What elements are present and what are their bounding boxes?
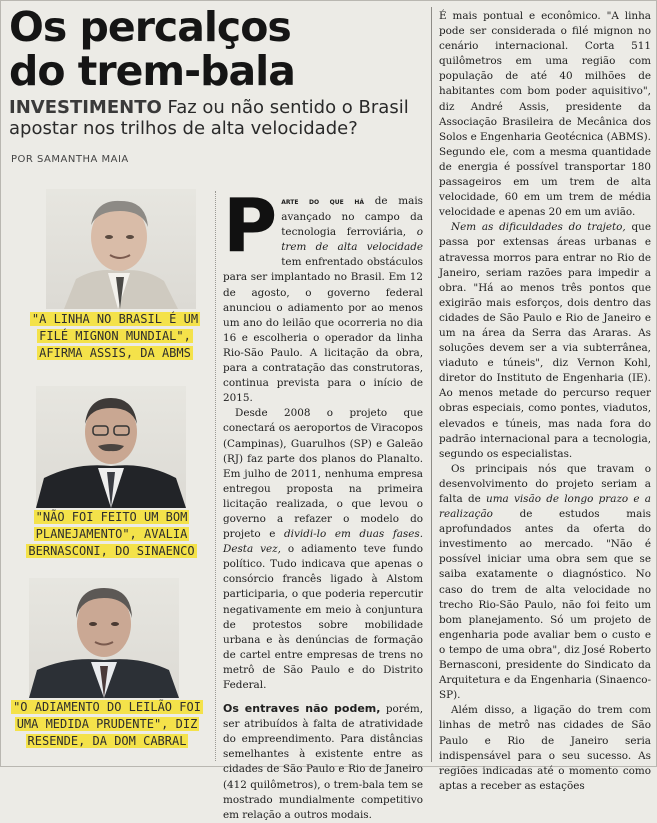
- article-paragraph-7: Além disso, a ligação do trem com linhas de metrô nas cidades de São Paulo e Rio de Janeiro seria indispensável para o seu sucesso. As regiões indicadas até o momento como aptas a receber as estações: [439, 704, 651, 792]
- portrait-assis: [46, 189, 196, 309]
- article-paragraph-3: [223, 701, 423, 823]
- pull-quote-2-text: "NÃO FOI FEITO UM BOM PLANEJAMENTO", AVALIA BERNASCONI, DO SINAENCO: [28, 510, 195, 558]
- portrait-bernasconi: [36, 386, 186, 508]
- paragraph-2-part-a: Desde 2008 o projeto que conectará os aeroportos de Viracopos (Campinas), Guarulhos (SP) e Galeão (RJ) faz parte dos planos do Planalto. Em julho de 2011, nenhuma empresa entregou proposta na primeira licitação realizada, o que levou o governo a refazer o modelo do projeto e: [223, 407, 423, 541]
- section-subhead: Os entraves não podem,: [223, 702, 381, 716]
- article-column-2: [439, 9, 651, 794]
- paragraph-1-emphasis: o trem de alta velocidade: [281, 226, 423, 254]
- headline-line-1: Os percalços: [9, 3, 291, 51]
- headline: [9, 5, 429, 93]
- lead-smallcaps: arte do que há: [281, 197, 364, 207]
- drop-cap: P: [223, 183, 278, 269]
- article-paragraph-4: É mais pontual e econômico. "A linha pode ser considerada o filé mignon no cenário internacional. Corta 511 quilômetros em uma região com população de até 40 milhões de habitantes com bom poder aquisitivo", diz André Assis, presidente da Associação Brasileira de Mecânica dos Solos e Engenharia Geotécnica (ABMS). Segundo ele, com a mesma quantidade de energia é possível transportar 180 passageiros em um trem de alta velocidade, 60 em um trem de média velocidade e apenas 20 em um avião.: [439, 10, 651, 219]
- pull-quote-3: [7, 699, 207, 750]
- paragraph-1-part-b: tem enfrentado obstáculos para ser implantado no Brasil. Em 12 de agosto, o governo federal anunciou o adiamento por ao menos um ano do leilão que ocorreria no dia 16 e escolheria o operador da linha Rio-São Paulo. A licitação da obra, para a contratação das construtoras, continua prevista para o início de 2015.: [223, 256, 423, 405]
- byline: POR SAMANTHA MAIA: [11, 154, 129, 165]
- paragraph-5-body: que passa por extensas áreas urbanas e atravessa morros para entrar no Rio de Janeiro, seriam razões para impedir a obra. "Há ao menos três pontos que exigirão mais esforços, dois dentro das cidades de São Paulo e Rio de Janeiro e um na área da Serra das Araras. As soluções devem ser a via subterrânea, viaduto e túneis", diz Vernon Kohl, diretor do Instituto de Engenharia (IE). Ao menos metade do percurso requer obras especiais, como pontes, viadutos, elevados e túneis, mas nada fora do padrão internacional para a tecnologia, segundo os especialistas.: [439, 221, 652, 460]
- paragraph-1-part-a: de mais avançado no campo da tecnologia ferroviária,: [281, 195, 423, 239]
- portrait-bernasconi-image: [36, 386, 186, 508]
- article-paragraph-1: [223, 183, 423, 406]
- portrait-resende: [29, 578, 179, 698]
- portrait-assis-image: [46, 189, 196, 309]
- article-column-1: [223, 183, 424, 823]
- pull-quote-3-text: "O ADIAMENTO DO LEILÃO FOI UMA MEDIDA PRUDENTE", DIZ RESENDE, DA DOM CABRAL: [13, 700, 201, 748]
- pull-quote-1-text: "A LINHA NO BRASIL É UM FILÉ MIGNON MUNDIAL", AFIRMA ASSIS, DA ABMS: [31, 312, 199, 360]
- paragraph-2-part-b: o adiamento teve fundo político. Tudo indicava que apenas o consórcio francês ligado à Alstom participaria, o que poderia repercutir negativamente em meio à conjuntura de protestos sobre mobilidade urbana e às denúncias de formação de cartel entre empresas de trens no metrô de São Paulo e do Distrito Federal.: [223, 543, 423, 691]
- paragraph-6-emphasis: uma visão de longo prazo e a realização: [439, 493, 652, 521]
- paragraph-6-part-b: de estudos mais aprofundados antes da oferta do investimento ao mercado. "Não é possível iniciar uma obra sem que se saiba exatamente o diagnóstico. No caso do trem de alta velocidade no trecho Rio-São Paulo, não foi feito um bom planejamento. Só um projeto de engenharia pode avaliar bem o custo e o tempo de uma obra", diz José Roberto Bernasconi, presidente do Sindicato da Arquitetura e da Engenharia (Sinaenco-SP).: [439, 508, 651, 702]
- paragraph-5-emphasis: Nem as dificuldades do trajeto,: [451, 221, 626, 234]
- paragraph-2-emphasis: dividi-lo em duas fases. Desta vez,: [223, 528, 424, 556]
- deck: [9, 97, 429, 139]
- headline-line-2: do trem-bala: [9, 47, 295, 95]
- pull-quote-2: [19, 509, 204, 560]
- pull-quote-1: [15, 311, 215, 362]
- article-paragraph-5: [439, 220, 651, 462]
- paragraph-3-body: porém, ser atribuídos à falta de atratividade do empreendimento. Para distâncias semelhantes à existente entre as cidades de São Paulo e Rio de Janeiro (412 quilômetros), o trem-bala tem se mostrado mundialmente competitivo em relação a outros modais.: [223, 703, 424, 821]
- article-paragraph-2: [223, 406, 423, 693]
- column-divider-right: [431, 7, 432, 762]
- deck-text: Faz ou não sentido o Brasil apostar nos trilhos de alta velocidade?: [9, 97, 409, 139]
- portrait-resende-image: [29, 578, 179, 698]
- article-paragraph-6: [439, 462, 651, 704]
- paragraph-6-part-a: Os principais nós que travam o desenvolvimento do projeto seriam a falta de: [439, 462, 651, 505]
- column-divider-left: [215, 191, 216, 761]
- deck-kicker: INVESTIMENTO: [9, 97, 162, 118]
